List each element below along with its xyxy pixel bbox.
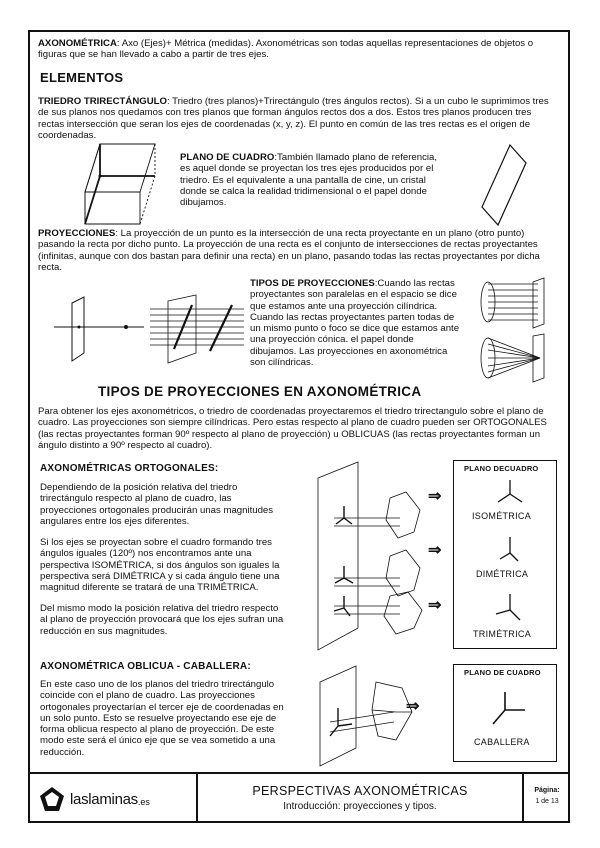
tipos-paragraph	[250, 278, 460, 368]
footer-logo[interactable]	[38, 784, 150, 814]
ortogonales-p1: Dependiendo de la posición relativa del triedro trirectángulo respecto al plano de cuadro, las proyecciones ortogonales producirán unas magnitudes angulares entre los ejes diferentes.	[40, 482, 274, 527]
proyecciones-paragraph	[38, 228, 560, 273]
page-number: 1 de 13	[535, 798, 559, 805]
footer-divider-right	[522, 772, 524, 823]
ortogonales-heading: AXONOMÉTRICAS ORTOGONALES:	[40, 463, 219, 474]
plano-text: :También llamado plano de referencia, es aquel donde se proyectan los tres ejes producidos por el triedro. Es el equivalente a una pantalla de cine, un cristal donde se calca la realidad tridimensional o el papel donde dibujamos.	[180, 152, 438, 209]
tipos-axonometrica-heading: TIPOS DE PROYECCIONES EN AXONOMÉTRICA	[98, 384, 422, 399]
intro-paragraph	[38, 38, 560, 61]
proyecciones-text: : La proyección de un punto es la intersección de una recta proyectante en un plano (otro punto) pasando la recta por dicho punto. La proyección de una recta es el conjunto de intersecciones de rectas proyectantes (infinitas, aunque con dos bastan para definir una recta) en un plano, pasando todas las rectas proyectantes por dicha recta.	[38, 228, 540, 273]
triedro-text: : Triedro (tres planos)+Trirectángulo (tres ángulos rectos). Si a un cubo le suprimimos tres de sus planos nos quedamos con tres planos que forman ángulos rectos dos a dos. Estos tres planos producen tres rectas intersección que seran los ejes de coordenadas (x, y, z). El punto en común de las tres rectas es el origen de coordenadas.	[38, 96, 549, 141]
arrow-iso: ⇒	[428, 488, 442, 505]
footer-divider	[28, 772, 570, 774]
tipos-term: TIPOS DE PROYECCIONES	[250, 278, 375, 289]
triedro-cube-figure	[70, 142, 170, 226]
trimetric-axes-icon	[490, 592, 530, 624]
dimetrica-label: DIMÉTRICA	[476, 569, 529, 579]
ortogonales-p2: Si los ejes se proyectan sobre el cuadro formando tres ángulos iguales (120º) nos encontramos ante una perspectiva ISOMÉTRICA, si dos ángulos son iguales la perspectiva será DIMÉTRICA y si cada ángulo tiene una magnitud diferente se tratará de una TRIMÉTRICA.	[40, 537, 280, 594]
proyecciones-term: PROYECCIONES	[38, 228, 116, 239]
panel-label: PLANO DECUADRO	[464, 464, 539, 473]
oblicua-heading: AXONOMÉTRICA OBLICUA - CABALLERA:	[40, 661, 251, 672]
ortogonales-p3: Del mismo modo la posición relativa del triedro respecto al plano de proyección provocará que los ejes sufran una reducción en sus magnitudes.	[40, 603, 284, 637]
plano-term: PLANO DE CUADRO	[180, 152, 275, 163]
trimetrica-label: TRIMÉTRICA	[473, 629, 531, 639]
intro-text: : Axo (Ejes)+ Métrica (medidas). Axonométricas son todas aquellas representaciones de objetos o figuras que se han llevado a cabo a partir de tres ejes.	[38, 38, 534, 61]
plano-paragraph	[180, 152, 442, 208]
point-projection-figure	[52, 295, 147, 365]
panel-label-oblicua: PLANO DE CUADRO	[464, 668, 541, 677]
tipos-text: :Cuando las rectas proyectantes son paralelas en el espacio se dice que estamos ante una proyección cilíndrica. Cuando las rectas proyectantes parten todas de un mismo punto o foco se dice que estamos ante una proyección cónica. el papel donde dibujamos. Las proyecciones en axonométrica son cilíndricas.	[250, 278, 460, 369]
triedro-paragraph	[38, 96, 560, 141]
caballera-axes-icon	[487, 690, 531, 728]
arrow-caballera: ⇒	[406, 698, 420, 715]
logo-pentagon-icon	[38, 785, 66, 813]
oblique-projection-figure	[316, 662, 426, 770]
arrow-tri: ⇒	[428, 597, 442, 614]
conical-projection-figure	[478, 334, 548, 382]
logo-suffix: .es	[137, 797, 150, 807]
intro-term: AXONOMÉTRICA	[38, 38, 117, 49]
plano-de-cuadro-figure	[480, 143, 530, 227]
dimetric-axes-icon	[490, 535, 530, 565]
logo-text: laslaminas	[70, 790, 138, 808]
arrow-dim: ⇒	[428, 542, 442, 559]
oblicua-p1: En este caso uno de los planos del triedro trirectángulo coincide con el plano de cuadro. Las proyecciones ortogonales proyectarían el tercer eje de coordenadas en un solo punto. Esto se resuelve proyectando ese eje de forma oblicua respecto al plano de proyección. De este modo este será el único eje que se vea sometido a una reducción.	[40, 679, 284, 758]
isometrica-label: ISOMÉTRICA	[472, 511, 532, 521]
footer-title: PERSPECTIVAS AXONOMÉTRICAS	[252, 784, 468, 798]
elementos-heading: ELEMENTOS	[40, 70, 124, 85]
isometric-axes-icon	[490, 478, 530, 508]
triedro-term: TRIEDRO TRIRECTÁNGULO	[38, 96, 167, 107]
cylindrical-projection-figure	[478, 278, 548, 328]
footer-subtitle: Introducción: proyecciones y tipos.	[283, 801, 437, 812]
page-label: Página:	[534, 787, 560, 794]
orthogonal-projection-figure	[310, 458, 430, 653]
tipos-axonometrica-paragraph: Para obtener los ejes axonométricos, o triedro de coordenadas proyectaremos el triedro trirectangulo sobre el plano de cuadro. Las proyecciones son siempre cilíndricas. Pero estas respecto al plano de cuadro pueden ser ORTOGONALES (las rectas proyectantes forman 90º respecto al plano de proyección) u OBLICUAS (las rectas proyectantes forman un ángulo distinto a 90º respecto al cuadro).	[38, 406, 547, 451]
line-projection-figure	[148, 293, 246, 365]
caballera-label: CABALLERA	[474, 737, 530, 747]
